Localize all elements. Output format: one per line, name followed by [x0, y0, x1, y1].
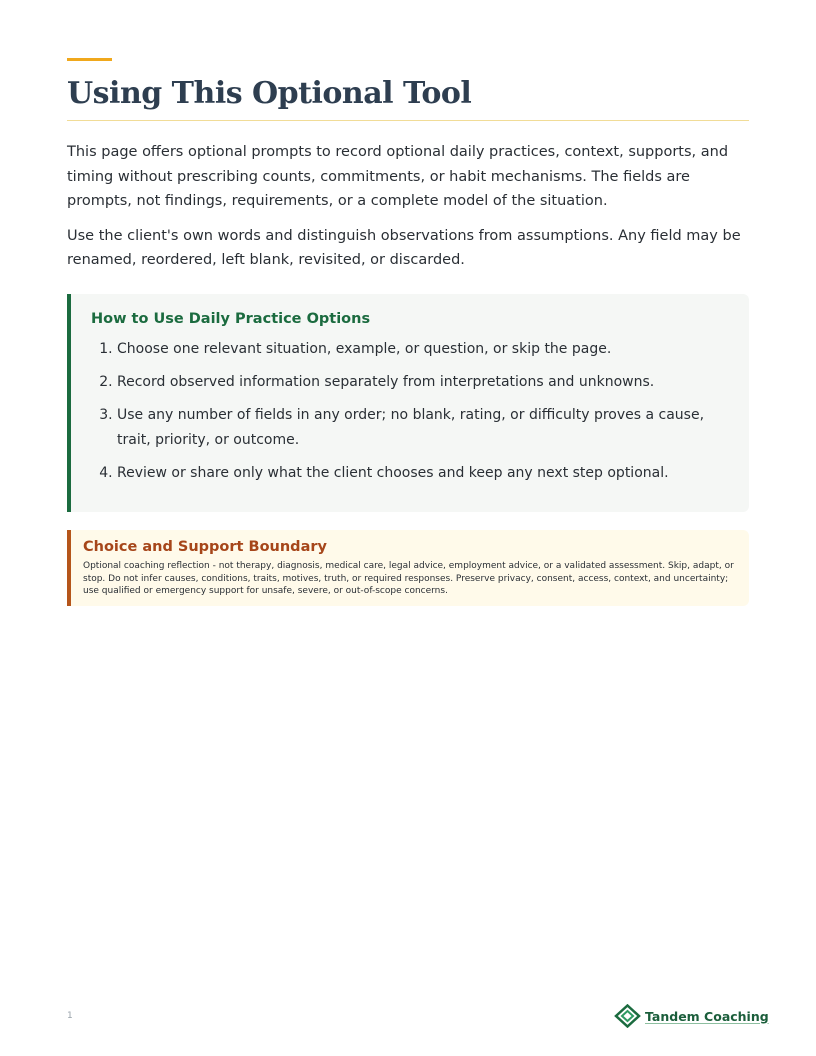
- howto-heading: How to Use Daily Practice Options: [91, 311, 371, 327]
- intro-section: [67, 140, 749, 283]
- howto-callout: [67, 294, 749, 512]
- page-number: 1: [67, 1011, 73, 1021]
- intro-paragraph: Use the client's own words and distinguish observations from assumptions. Any field may be renamed, reordered, left blank, revisited, or discarded.: [67, 227, 741, 268]
- title-divider: [67, 120, 749, 121]
- boundary-text: Optional coaching reflection - not therapy, diagnosis, medical care, legal advice, employment advice, or a validated assessment. Skip, adapt, or stop. Do not infer causes, conditions, traits, motives, truth, or required responses. Preserve privacy, consent, access, context, and uncertainty; use qualified or emergency support for unsafe, severe, or out-of-scope concerns.: [83, 561, 734, 596]
- howto-step: 2. Record observed information separately from interpretations and unknowns.: [117, 370, 717, 395]
- boundary-callout: [67, 530, 749, 606]
- brand-logo: [614, 1004, 769, 1028]
- intro-paragraph: This page offers optional prompts to record optional daily practices, context, supports, and timing without prescribing counts, commitments, or habit mechanisms. The fields are prompts, not findings, requirements, or a complete model of the situation.: [67, 144, 729, 209]
- diamond-logo-icon: [614, 1004, 641, 1028]
- page-title: Using This Optional Tool: [67, 76, 472, 111]
- howto-step: 3. Use any number of fields in any order; no blank, rating, or difficulty proves a cause, trait, priority, or outcome.: [117, 403, 717, 452]
- howto-step: 4. Review or share only what the client chooses and keep any next step optional.: [117, 461, 717, 486]
- brand-name: Tandem Coaching: [645, 1008, 769, 1024]
- accent-bar: [67, 58, 112, 61]
- howto-step: 1. Choose one relevant situation, example, or question, or skip the page.: [117, 337, 717, 362]
- boundary-heading: Choice and Support Boundary: [83, 539, 327, 555]
- howto-steps-list: [95, 337, 717, 494]
